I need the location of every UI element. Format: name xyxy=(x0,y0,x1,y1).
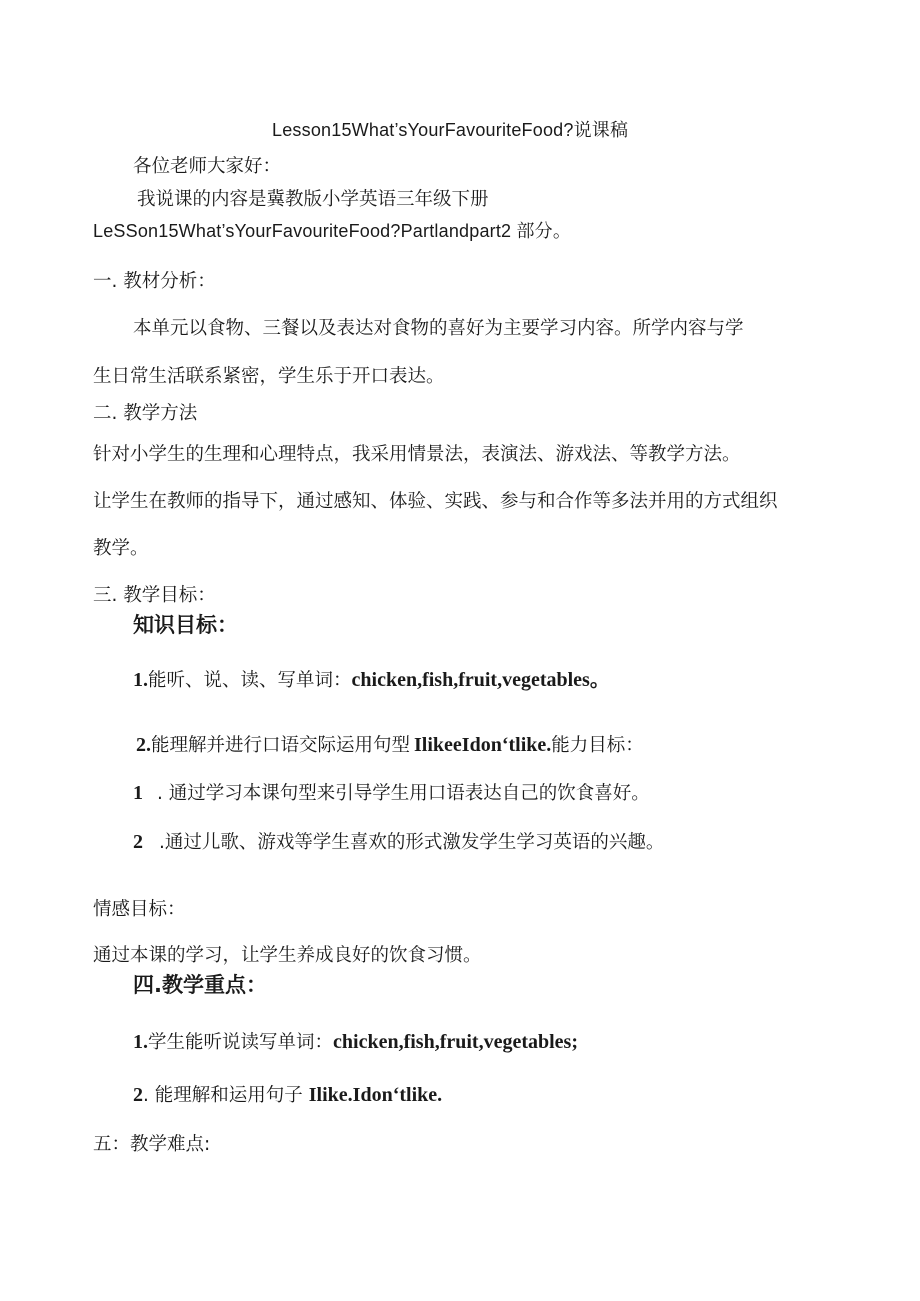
knowledge-goal-2 xyxy=(136,733,644,757)
document-title: Lesson15What’sYourFavouriteFood?说课稿 xyxy=(272,120,629,140)
emotion-goals-text: 通过本课的学习，让学生养成良好的饮食习惯。 xyxy=(93,945,482,966)
key-point-1-text: 学生能听说读写单词： xyxy=(148,1032,334,1053)
greeting: 各位老师大家好： xyxy=(133,156,282,177)
section5-heading: 五：教学难点: xyxy=(93,1134,211,1155)
section2-heading: 二. 教学方法 xyxy=(93,403,198,424)
knowledge-goals-heading: 知识目标： xyxy=(133,613,238,637)
knowledge-goal-2-words: IlikeeIdon‘tlike. xyxy=(414,734,552,756)
key-point-2-words: Ilike.Idon‘tlike. xyxy=(308,1084,443,1106)
knowledge-goal-2-text: 能理解并进行口语交际运用句型 xyxy=(151,735,411,756)
ability-goal-2 xyxy=(133,830,664,854)
emotion-goals-heading: 情感目标： xyxy=(93,899,186,920)
ability-goal-2-number: 2 xyxy=(133,831,143,853)
key-point-2-number: 2 xyxy=(133,1084,143,1106)
knowledge-goal-1-text: 能听、说、读、写单词： xyxy=(148,670,352,691)
ability-goal-1 xyxy=(133,781,650,805)
section1-heading: 一. 教材分析： xyxy=(93,271,216,292)
knowledge-goal-1-number: 1. xyxy=(133,669,148,691)
key-point-1 xyxy=(133,1030,578,1054)
ability-goal-1-number: 1 xyxy=(133,782,143,804)
knowledge-goal-2-number: 2. xyxy=(136,734,151,756)
key-point-1-number: 1. xyxy=(133,1031,148,1053)
knowledge-goal-1-words: chicken,fish,fruit,vegetables。 xyxy=(351,669,610,691)
intro-line-2: LeSSon15What’sYourFavouriteFood?Partlandpart2 部分。 xyxy=(93,221,572,241)
intro-line-1: 我说课的内容是冀教版小学英语三年级下册 xyxy=(137,189,489,210)
section2-para-2: 让学生在教师的指导下，通过感知、体验、实践、参与和合作等多法并用的方式组织 xyxy=(93,491,778,512)
section3-heading: 三. 教学目标： xyxy=(93,585,216,606)
section1-para-1: 本单元以食物、三餐以及表达对食物的喜好为主要学习内容。所学内容与学 xyxy=(133,318,744,339)
key-point-2-text: . 能理解和运用句子 xyxy=(143,1085,303,1106)
section2-para-1: 针对小学生的生理和心理特点，我采用情景法，表演法、游戏法、等教学方法。 xyxy=(93,444,741,465)
knowledge-goal-1 xyxy=(133,668,610,692)
section2-para-3: 教学。 xyxy=(93,538,149,559)
section4-heading: 四.教学重点： xyxy=(133,973,267,997)
ability-goal-1-text: . 通过学习本课句型来引导学生用口语表达自己的饮食喜好。 xyxy=(157,783,650,804)
key-point-1-words: chicken,fish,fruit,vegetables; xyxy=(333,1031,578,1053)
ability-goal-2-text: .通过儿歌、游戏等学生喜欢的形式激发学生学习英语的兴趣。 xyxy=(159,832,665,853)
section1-para-2: 生日常生活联系紧密，学生乐于开口表达。 xyxy=(93,366,445,387)
ability-goals-heading: 能力目标： xyxy=(551,735,644,756)
key-point-2 xyxy=(133,1083,442,1107)
